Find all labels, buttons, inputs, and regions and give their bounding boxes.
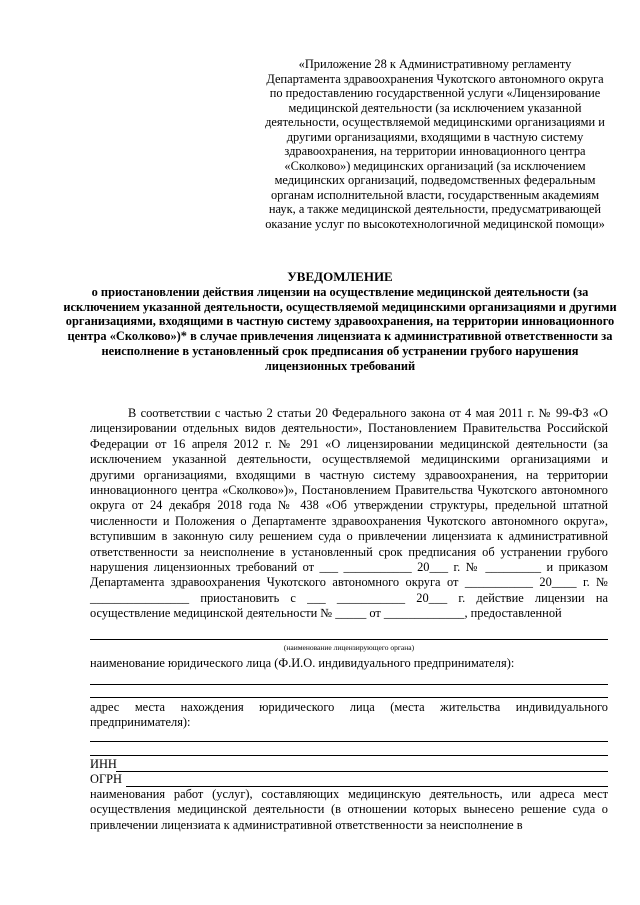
address-line-1: [90, 741, 608, 742]
notice-heading: УВЕДОМЛЕНИЕ: [287, 269, 393, 284]
notice-title-block: [60, 270, 620, 374]
inn-label: ИНН: [90, 757, 117, 771]
org-name-line: [90, 639, 608, 640]
org-name-caption: (наименование лицензирующего органа): [283, 643, 415, 652]
address-label: адрес места нахождения юридического лица (места жительства индивидуального предпринимателя):: [90, 700, 608, 730]
legal-name-line-1: [90, 684, 608, 685]
works-description: наименования работ (услуг), составляющих медицинскую деятельность, или адреса мест осуществления медицинской деятельности (в отношении которых вынесено решение суда о привлечении лицензиата к административной ответственности за неисполнение в: [90, 787, 608, 832]
appendix-header: «Приложение 28 к Административному регламенту Департамента здравоохранения Чукотского автономного округа по предоставлению государственной услуги «Лицензирование медицинской деятельности (за исключением указанной деятельности, осуществляемой медицинскими организациями и другими организациями, входящими в частную систему здравоохранения, на территории инновационного центра «Сколково») медицинских организаций (за исключением медицинских организаций, подведомственных федеральным органам исполнительной власти, государственным академиям наук, а также медицинской деятельности, предусматривающей оказание услуг по высокотехнологичной медицинской помощи»: [265, 57, 605, 231]
legal-name-line-2: [90, 697, 608, 698]
notice-subheading: о приостановлении действия лицензии на осуществление медицинской деятельности (за исключением указанной деятельности, осуществляемой медицинскими организациями и другими организациями, входящими в частную систему здравоохранения, на территории инновационного центра «Сколково»)* в случае привлечения лицензиата к административной ответственности за неисполнение в установленный срок предписания об устранении грубого нарушения лицензионных требований: [63, 284, 617, 373]
legal-name-label: наименование юридического лица (Ф.И.О. индивидуального предпринимателя):: [90, 656, 515, 670]
body-paragraph: В соответствии с частью 2 статьи 20 Федерального закона от 4 мая 2011 г. № 99-ФЗ «О лицензировании отдельных видов деятельности», Постановлением Правительства Российской Федерации от 16 апреля 2012 г. № 291 «О лицензировании медицинской деятельности (за исключением указанной деятельности, осуществляемой медицинскими организациями и другими организациями, входящими в частную систему здравоохранения, на территории инновационного центра «Сколково»)», Постановлением Правительства Чукотского автономного округа от 24 декабря 2018 года № 438 «Об утверждении структуры, предельной штатной численности и Положения о Департаменте здравоохранения Чукотского автономного округа», вступившим в законную силу решением суда о привлечении лицензиата к административной ответственности за неисполнение в установленный срок предписания об устранении грубого нарушения лицензионных требований от ___ ___________ 20___ г. № _________ и приказом Департамента здравоохранения Чукотского автономного округа от ___________ 20____ г. № ________________ приостановить с ___ ___________ 20___ г. действие лицензии на осуществление медицинской деятельности № _____ от _____________, предоставленной: [90, 406, 608, 621]
ogrn-label: ОГРН: [90, 772, 122, 786]
inn-line: [116, 771, 608, 772]
address-line-2: [90, 755, 608, 756]
